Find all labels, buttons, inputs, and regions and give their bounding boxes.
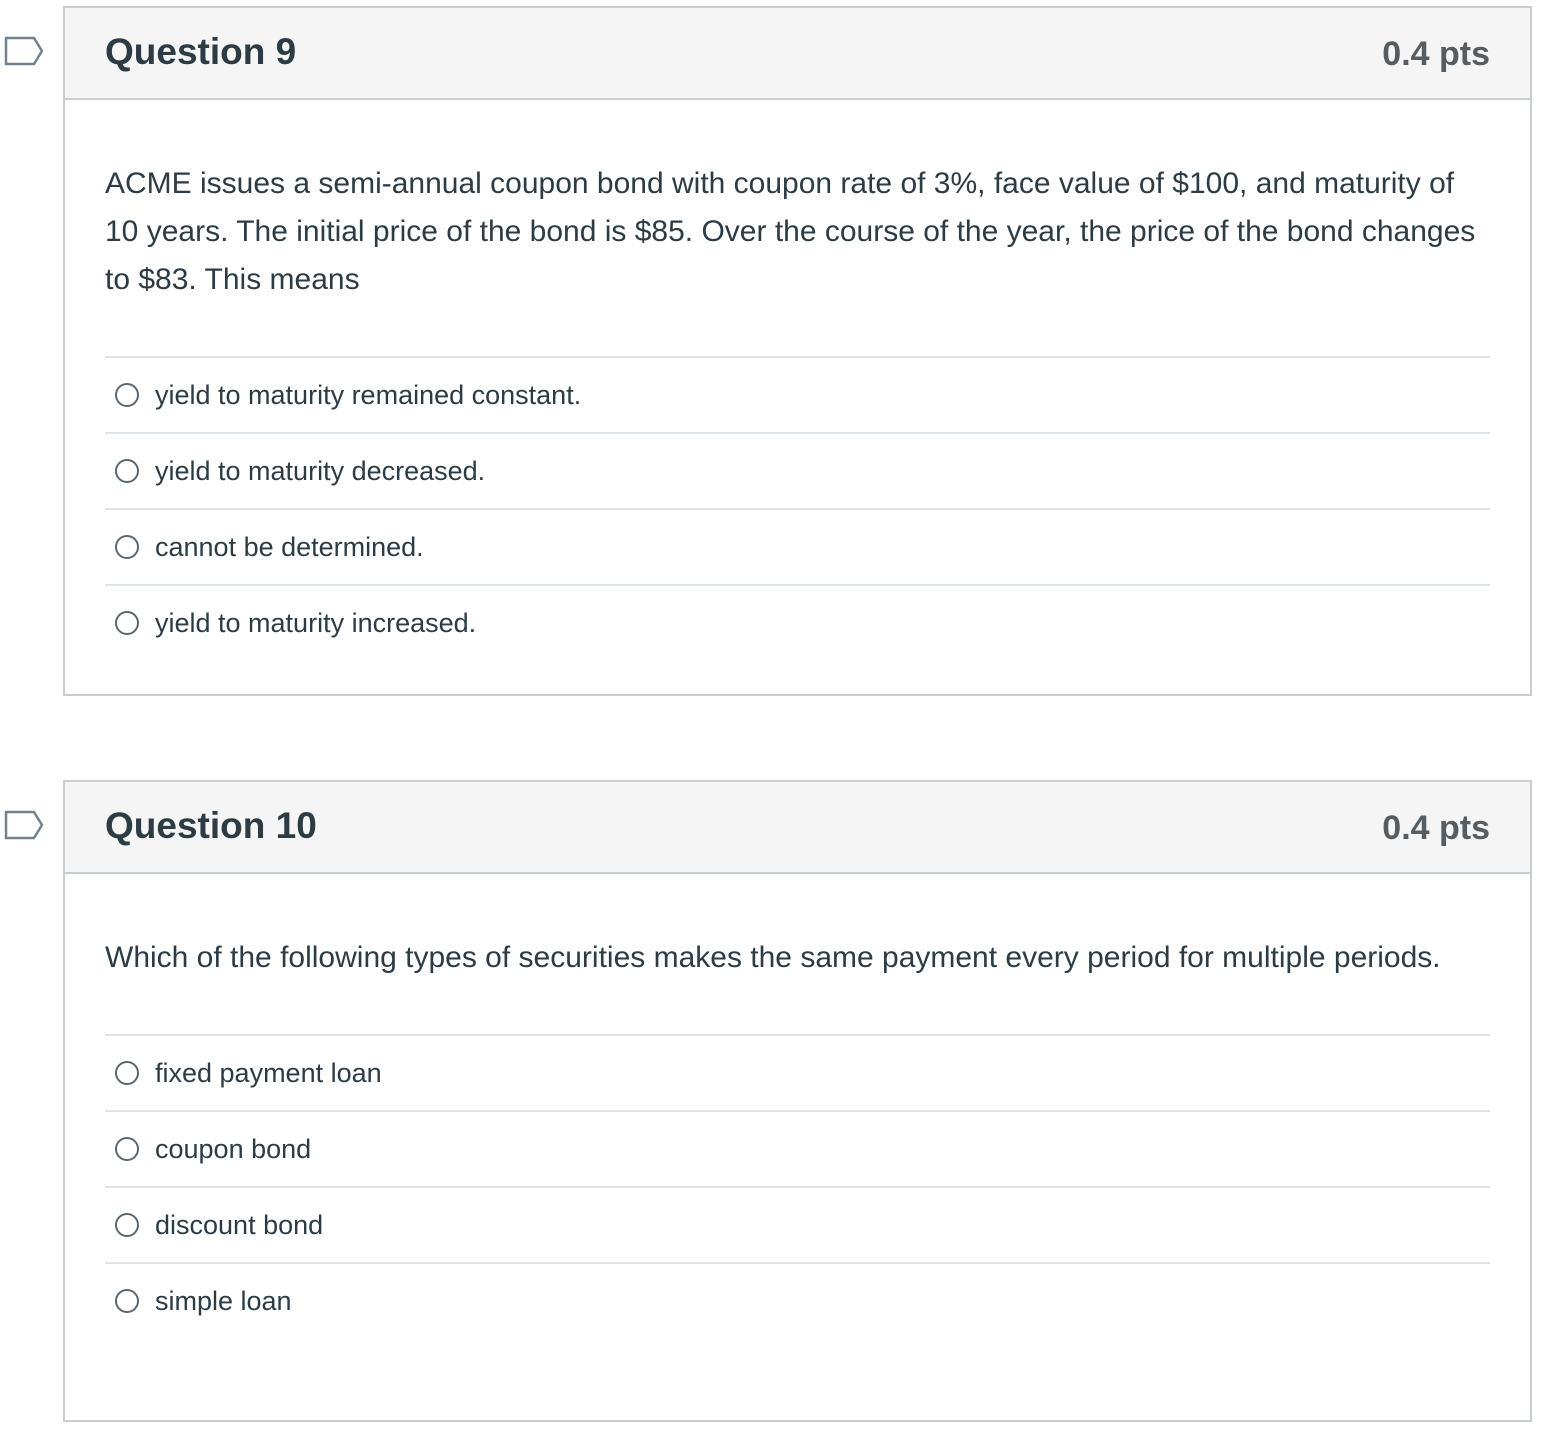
- question-body: [65, 100, 1530, 660]
- answer-label: discount bond: [155, 1210, 324, 1240]
- answer-label: coupon bond: [155, 1134, 312, 1164]
- answer-label: yield to maturity remained constant.: [155, 380, 582, 410]
- answer-option[interactable]: [105, 1110, 1490, 1186]
- question-body: [65, 874, 1530, 1338]
- question-header: [65, 8, 1530, 100]
- flag-question-9-icon[interactable]: [4, 36, 44, 66]
- radio-button-icon[interactable]: [115, 459, 139, 483]
- radio-button-icon[interactable]: [115, 1061, 139, 1085]
- answer-label: fixed payment loan: [155, 1058, 382, 1088]
- radio-button-icon[interactable]: [115, 1213, 139, 1237]
- question-points: 0.4 pts: [1382, 809, 1490, 847]
- answer-label: yield to maturity increased.: [155, 608, 477, 638]
- radio-button-icon[interactable]: [115, 611, 139, 635]
- question-header: [65, 782, 1530, 874]
- question-9: [63, 6, 1532, 696]
- question-text: ACME issues a semi-annual coupon bond with coupon rate of 3%, face value of $100, and maturity of 10 years. The initial price of the bond is $85. Over the course of the year, the price of the bond changes to $83. This means: [105, 167, 1476, 296]
- question-title: Question 9: [105, 31, 297, 72]
- answer-option[interactable]: [105, 1034, 1490, 1110]
- radio-button-icon[interactable]: [115, 1289, 139, 1313]
- question-text: Which of the following types of securities makes the same payment every period for multiple periods.: [105, 941, 1441, 974]
- answer-option[interactable]: [105, 508, 1490, 584]
- answer-option[interactable]: [105, 584, 1490, 660]
- question-points: 0.4 pts: [1382, 35, 1490, 73]
- answer-list: [105, 1034, 1490, 1338]
- answer-label: simple loan: [155, 1286, 292, 1316]
- radio-button-icon[interactable]: [115, 535, 139, 559]
- answer-option[interactable]: [105, 1262, 1490, 1338]
- question-10: [63, 780, 1532, 1422]
- flag-question-10-icon[interactable]: [4, 810, 44, 840]
- answer-label: cannot be determined.: [155, 532, 424, 562]
- answer-list: [105, 356, 1490, 660]
- radio-button-icon[interactable]: [115, 1137, 139, 1161]
- answer-label: yield to maturity decreased.: [155, 456, 486, 486]
- answer-option[interactable]: [105, 356, 1490, 432]
- question-title: Question 10: [105, 805, 317, 846]
- radio-button-icon[interactable]: [115, 383, 139, 407]
- answer-option[interactable]: [105, 1186, 1490, 1262]
- answer-option[interactable]: [105, 432, 1490, 508]
